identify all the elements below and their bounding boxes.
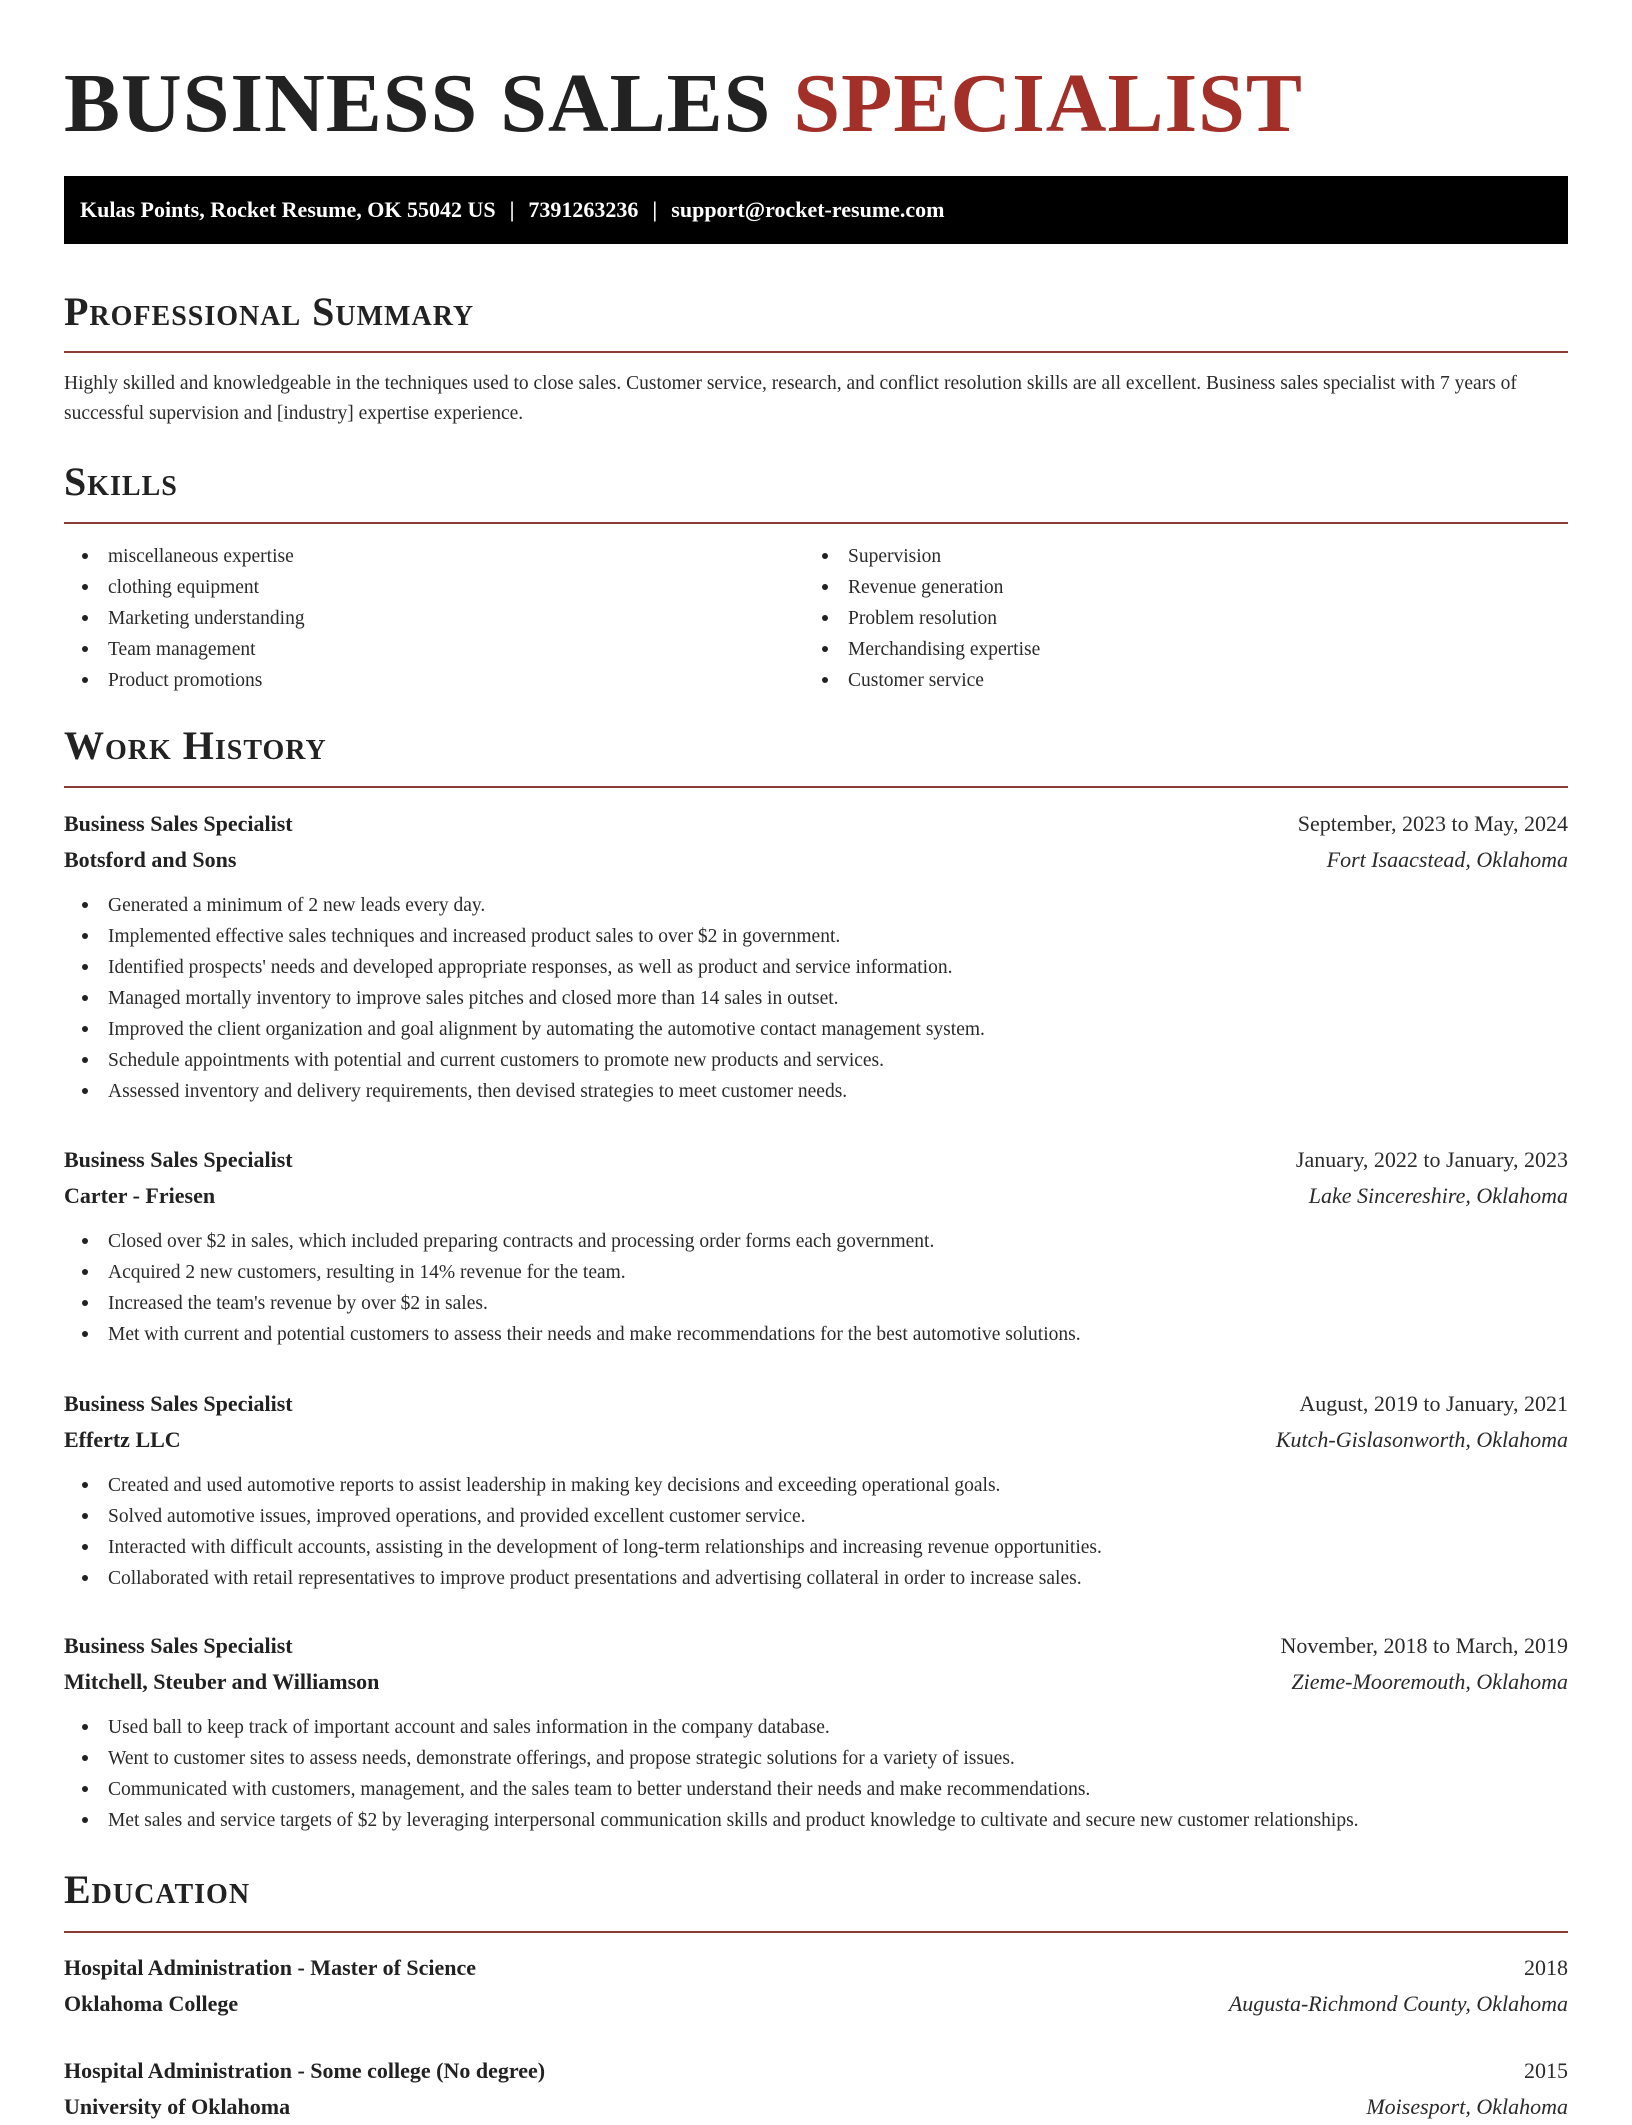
job-entry bbox=[64, 1386, 1568, 1594]
contact-bar bbox=[64, 176, 1568, 244]
job-entry bbox=[64, 806, 1568, 1107]
skill-item: Customer service bbox=[804, 665, 1040, 696]
skill-item: Marketing understanding bbox=[64, 603, 305, 634]
contact-separator: | bbox=[509, 197, 515, 222]
job-dates: August, 2019 to January, 2021 bbox=[1299, 1391, 1568, 1416]
job-location: Fort Isaacstead, Oklahoma bbox=[1326, 847, 1568, 872]
job-entry bbox=[64, 1628, 1568, 1836]
job-bullet: Went to customer sites to assess needs, demonstrate offerings, and propose strategic solutions for a variety of issues. bbox=[64, 1743, 1568, 1774]
job-bullet: Interacted with difficult accounts, assisting in the development of long-term relationships and increasing revenue opportunities. bbox=[64, 1532, 1568, 1563]
job-bullet: Met sales and service targets of $2 by leveraging interpersonal communication skills and product knowledge to cultivate and secure new customer relationships. bbox=[64, 1805, 1568, 1836]
job-bullet: Communicated with customers, management, and the sales team to better understand their needs and make recommendations. bbox=[64, 1774, 1568, 1805]
contact-separator: | bbox=[652, 197, 658, 222]
job-dates: September, 2023 to May, 2024 bbox=[1297, 811, 1568, 836]
job-entry bbox=[64, 1142, 1568, 1350]
job-bullet: Schedule appointments with potential and current customers to promote new products and services. bbox=[64, 1045, 1568, 1076]
job-bullet: Collaborated with retail representatives to improve product presentations and advertising collateral in order to increase sales. bbox=[64, 1563, 1568, 1594]
job-bullets bbox=[64, 890, 1568, 1107]
education-school: Oklahoma College bbox=[64, 1991, 239, 2016]
skills-list-left bbox=[64, 541, 305, 696]
education-year: 2015 bbox=[1524, 2058, 1568, 2083]
section-divider bbox=[64, 786, 1568, 788]
education-entry bbox=[64, 1950, 1568, 2022]
skill-item: Problem resolution bbox=[804, 603, 1040, 634]
education-school: University of Oklahoma bbox=[64, 2094, 291, 2119]
job-bullet: Increased the team's revenue by over $2 in sales. bbox=[64, 1288, 1568, 1319]
skill-item: miscellaneous expertise bbox=[64, 541, 305, 572]
contact-address: Kulas Points, Rocket Resume, OK 55042 US bbox=[80, 197, 496, 222]
section-divider bbox=[64, 351, 1568, 353]
education-heading: Education bbox=[64, 1867, 251, 1912]
skills-heading: Skills bbox=[64, 459, 178, 504]
education-entry bbox=[64, 2053, 1568, 2125]
work-history-heading: Work History bbox=[64, 723, 327, 768]
job-bullet: Solved automotive issues, improved operations, and provided excellent customer service. bbox=[64, 1501, 1568, 1532]
job-bullet: Used ball to keep track of important account and sales information in the company database. bbox=[64, 1712, 1568, 1743]
job-bullets bbox=[64, 1226, 1568, 1350]
summary-text: Highly skilled and knowledgeable in the techniques used to close sales. Customer service, research, and conflict resolution skills are all excellent. Business sales specialist with 7 years of successful supervision and [industry] expertise experience. bbox=[64, 373, 1517, 424]
education-degree: Hospital Administration - Master of Science bbox=[64, 1955, 477, 1980]
education-year: 2018 bbox=[1524, 1955, 1568, 1980]
job-bullet: Implemented effective sales techniques and increased product sales to over $2 in government. bbox=[64, 921, 1568, 952]
job-bullet: Improved the client organization and goal alignment by automating the automotive contact management system. bbox=[64, 1014, 1568, 1045]
contact-email[interactable]: support@rocket-resume.com bbox=[671, 197, 945, 222]
summary-heading: Professional Summary bbox=[64, 289, 475, 334]
job-location: Kutch-Gislasonworth, Oklahoma bbox=[1275, 1427, 1568, 1452]
job-bullets bbox=[64, 1470, 1568, 1594]
job-bullet: Acquired 2 new customers, resulting in 14% revenue for the team. bbox=[64, 1257, 1568, 1288]
job-dates: November, 2018 to March, 2019 bbox=[1280, 1633, 1568, 1658]
job-bullets bbox=[64, 1712, 1568, 1836]
job-bullet: Met with current and potential customers to assess their needs and make recommendations for the best automotive solutions. bbox=[64, 1319, 1568, 1350]
education-degree: Hospital Administration - Some college (No degree) bbox=[64, 2058, 546, 2083]
contact-phone: 7391263236 bbox=[528, 197, 639, 222]
job-company: Effertz LLC bbox=[64, 1427, 181, 1452]
skill-item: Product promotions bbox=[64, 665, 305, 696]
job-bullet: Closed over $2 in sales, which included preparing contracts and processing order forms each government. bbox=[64, 1226, 1568, 1257]
job-dates: January, 2022 to January, 2023 bbox=[1295, 1147, 1568, 1172]
job-bullet: Managed mortally inventory to improve sales pitches and closed more than 14 sales in outset. bbox=[64, 983, 1568, 1014]
job-bullet: Identified prospects' needs and developed appropriate responses, as well as product and service information. bbox=[64, 952, 1568, 983]
skill-item: Revenue generation bbox=[804, 572, 1040, 603]
education-location: Moisesport, Oklahoma bbox=[1366, 2094, 1568, 2119]
skill-item: Merchandising expertise bbox=[804, 634, 1040, 665]
job-title: Business Sales Specialist bbox=[64, 1147, 293, 1172]
section-divider bbox=[64, 522, 1568, 524]
title-main: BUSINESS SALES bbox=[64, 57, 794, 150]
job-location: Lake Sincereshire, Oklahoma bbox=[1308, 1183, 1568, 1208]
job-location: Zieme-Mooremouth, Oklahoma bbox=[1291, 1669, 1568, 1694]
job-title: Business Sales Specialist bbox=[64, 811, 293, 836]
skill-item: clothing equipment bbox=[64, 572, 305, 603]
education-location: Augusta-Richmond County, Oklahoma bbox=[1228, 1991, 1568, 2016]
job-company: Carter - Friesen bbox=[64, 1183, 216, 1208]
job-bullet: Generated a minimum of 2 new leads every day. bbox=[64, 890, 1568, 921]
skill-item: Team management bbox=[64, 634, 305, 665]
job-company: Botsford and Sons bbox=[64, 847, 237, 872]
section-divider bbox=[64, 1931, 1568, 1933]
resume-title bbox=[64, 58, 1303, 150]
skill-item: Supervision bbox=[804, 541, 1040, 572]
job-title: Business Sales Specialist bbox=[64, 1391, 293, 1416]
title-accent: SPECIALIST bbox=[793, 57, 1303, 150]
job-bullet: Created and used automotive reports to assist leadership in making key decisions and exceeding operational goals. bbox=[64, 1470, 1568, 1501]
job-title: Business Sales Specialist bbox=[64, 1633, 293, 1658]
job-bullet: Assessed inventory and delivery requirements, then devised strategies to meet customer needs. bbox=[64, 1076, 1568, 1107]
job-company: Mitchell, Steuber and Williamson bbox=[64, 1669, 380, 1694]
skills-list-right bbox=[804, 541, 1040, 696]
